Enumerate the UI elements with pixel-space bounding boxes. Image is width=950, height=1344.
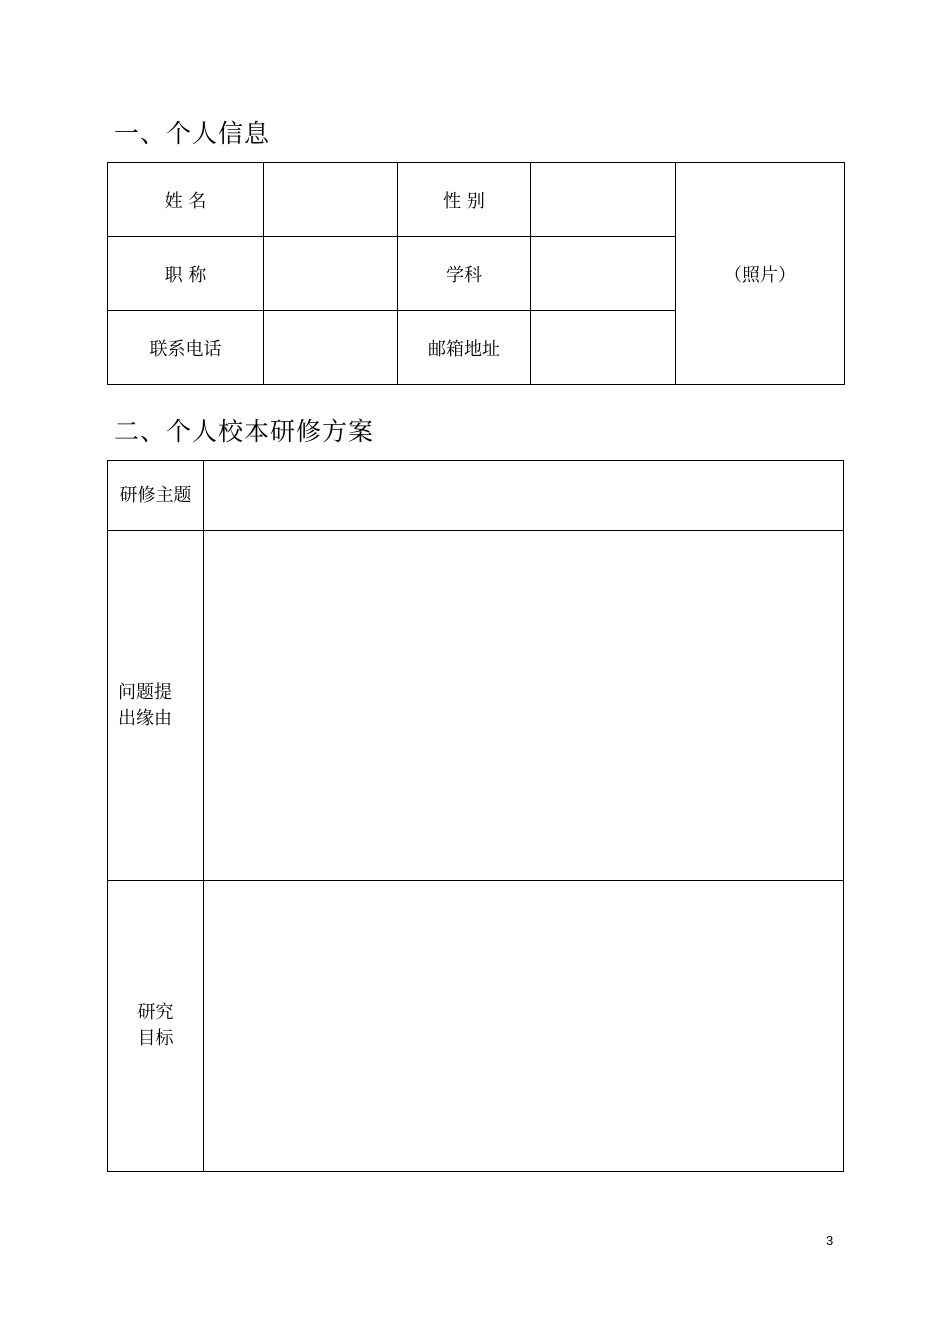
- table-row: [108, 881, 844, 1172]
- phone-label-text: 联系电话: [149, 338, 222, 360]
- goal-value-cell[interactable]: [204, 881, 844, 1172]
- phone-label: [108, 311, 264, 385]
- subject-label: [398, 237, 531, 311]
- table-row: [108, 461, 844, 531]
- table-row: [108, 531, 844, 881]
- table-row: [108, 163, 845, 237]
- reason-label-line2: 出缘由: [118, 707, 172, 729]
- photo-placeholder-label: （照片）: [724, 264, 796, 286]
- section-title-personal-info: 一、个人信息: [114, 119, 271, 148]
- phone-value-cell[interactable]: [264, 311, 398, 385]
- topic-label-text: 研修主题: [119, 484, 192, 506]
- gender-label: [398, 163, 531, 237]
- personal-info-table: [107, 162, 845, 385]
- name-label-text: 姓 名: [164, 190, 207, 212]
- study-plan-table: [107, 460, 844, 1172]
- goal-label-line2: 目标: [137, 1028, 174, 1049]
- subject-label-text: 学科: [446, 264, 482, 286]
- subject-value-cell[interactable]: [531, 237, 676, 311]
- gender-value-cell[interactable]: [531, 163, 676, 237]
- gender-label-text: 性 别: [443, 190, 485, 212]
- title-label: [108, 237, 264, 311]
- reason-label-line1: 问题提: [118, 681, 172, 703]
- title-label-text: 职 称: [164, 264, 207, 286]
- reason-value-cell[interactable]: [204, 531, 844, 881]
- topic-label: [108, 461, 204, 531]
- section-title-study-plan: 二、个人校本研修方案: [114, 417, 375, 446]
- email-label: [398, 311, 531, 385]
- name-label: [108, 163, 264, 237]
- goal-label-line1: 研究: [137, 1002, 174, 1023]
- reason-label: [108, 531, 204, 881]
- title-value-cell[interactable]: [264, 237, 398, 311]
- email-value-cell[interactable]: [531, 311, 676, 385]
- photo-cell[interactable]: [676, 163, 845, 385]
- name-value-cell[interactable]: [264, 163, 398, 237]
- topic-value-cell[interactable]: [204, 461, 844, 531]
- goal-label: [108, 881, 204, 1172]
- email-label-text: 邮箱地址: [428, 338, 500, 360]
- page-number: 3: [826, 1233, 834, 1248]
